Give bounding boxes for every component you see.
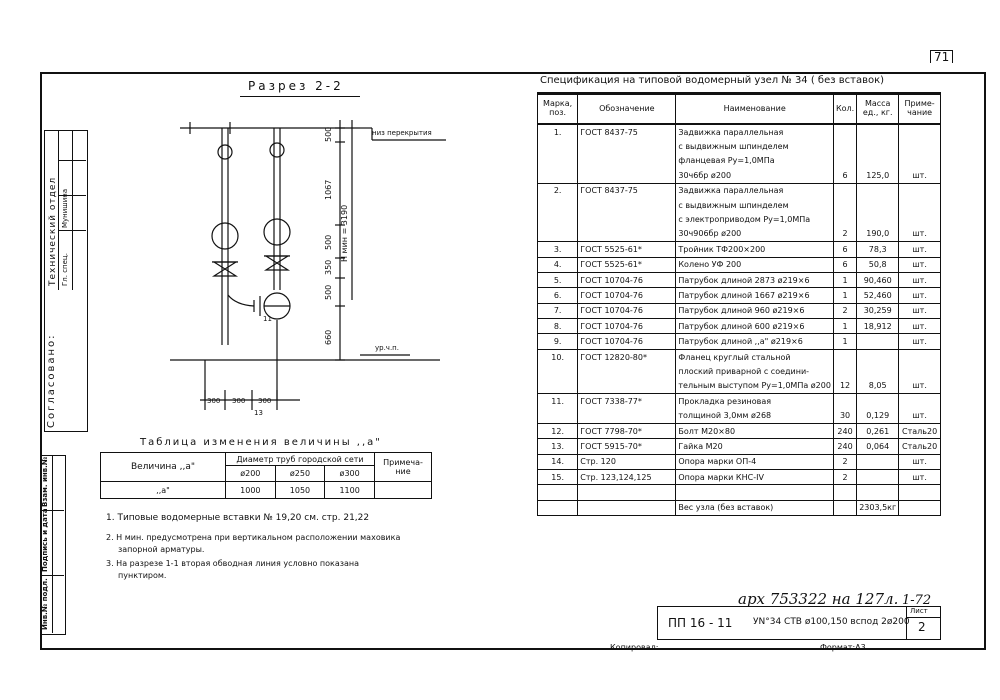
spec-cell-designation (578, 212, 676, 226)
spec-cell-mass (857, 349, 899, 364)
spec-cell-pos (538, 364, 578, 378)
spec-cell-mass (857, 454, 899, 469)
spec-cell-pos: 1. (538, 124, 578, 139)
note-3-cont: пунктиром. (118, 571, 167, 580)
spec-cell-pos (538, 500, 578, 515)
table-a-value-250: 1050 (275, 482, 325, 499)
spec-cell-pos: 4. (538, 257, 578, 272)
spec-cell-note: шт. (899, 408, 941, 423)
spec-cell-note (899, 485, 941, 500)
mark-11: 11 (263, 315, 272, 323)
dim-500-top: 500 (324, 126, 333, 142)
spec-cell-note: шт. (899, 469, 941, 484)
spec-cell-mass: 90,460 (857, 272, 899, 287)
spec-cell-mass (857, 139, 899, 153)
spec-cell-qty (833, 394, 856, 409)
valve-1 (214, 262, 236, 276)
spec-row (538, 168, 941, 183)
spec-cell-name: с выдвижным шпинделем (676, 139, 834, 153)
spec-cell-mass (857, 394, 899, 409)
spec-cell-pos: 10. (538, 349, 578, 364)
spec-cell-designation (578, 198, 676, 212)
spec-cell-note: шт. (899, 168, 941, 183)
spec-header-qty: Кол. (833, 95, 856, 125)
spec-cell-designation: ГОСТ 10704-76 (578, 319, 676, 334)
spec-cell-mass (857, 198, 899, 212)
mark-13: 13 (254, 409, 263, 417)
spec-cell-designation: ГОСТ 8437-75 (578, 124, 676, 139)
spec-cell-pos: 6. (538, 288, 578, 303)
spec-cell-note (899, 394, 941, 409)
spec-cell-designation: ГОСТ 10704-76 (578, 334, 676, 349)
dim-500-mid: 500 (324, 234, 333, 250)
spec-cell-qty: 1 (833, 272, 856, 287)
spec-cell-pos: 13. (538, 439, 578, 454)
spec-row (538, 454, 941, 469)
department-label: Технический отдел (48, 176, 58, 286)
dim-1067: 1067 (324, 179, 333, 200)
dim-660: 660 (324, 329, 333, 345)
spec-row (538, 242, 941, 257)
spec-row (538, 500, 941, 515)
archive-note: арх 753322 на 127л. (738, 590, 899, 608)
spec-row (538, 272, 941, 287)
note-2: 2. Н мин. предусмотрена при вертикальном расположении маховика (106, 533, 401, 542)
spec-cell-qty: 1 (833, 334, 856, 349)
spec-cell-mass (857, 485, 899, 500)
stamp-col-sign: Подпись и дата (41, 508, 49, 572)
dim-300-c: 300 (258, 397, 272, 405)
spec-cell-mass: 0,261 (857, 423, 899, 438)
spec-cell-name: Тройник ТФ200×200 (676, 242, 834, 257)
spec-cell-designation (578, 154, 676, 168)
spec-cell-note (899, 212, 941, 226)
spec-cell-mass: 125,0 (857, 168, 899, 183)
dim-350: 350 (324, 259, 333, 275)
table-a-quantity-header: Величина ,,а" (101, 453, 226, 482)
table-a-diam-300: ø300 (325, 466, 375, 482)
spec-cell-qty (833, 139, 856, 153)
spec-cell-qty: 2 (833, 303, 856, 318)
spec-cell-name: 30ч6бр ø200 (676, 168, 834, 183)
title-desc: УN°34 СТВ ø100,150 вспод 2ø200 (753, 617, 910, 627)
spec-cell-note (899, 154, 941, 168)
spec-cell-name: Патрубок длиной 960 ø219×6 (676, 303, 834, 318)
spec-cell-designation (578, 227, 676, 242)
spec-cell-note (899, 139, 941, 153)
spec-cell-name: Фланец круглый стальной (676, 349, 834, 364)
table-a-value-300: 1100 (325, 482, 375, 499)
spec-cell-name: плоский приварной с соедини- (676, 364, 834, 378)
spec-cell-note: Сталь20 (899, 423, 941, 438)
note-3: 3. На разрезе 1-1 вторая обводная линия условно показана (106, 559, 360, 568)
spec-cell-note: шт. (899, 227, 941, 242)
page-number: 71 (930, 50, 953, 63)
spec-cell-designation: ГОСТ 5525-61* (578, 242, 676, 257)
spec-row (538, 227, 941, 242)
spec-cell-name: Прокладка резиновая (676, 394, 834, 409)
spec-cell-qty: 1 (833, 288, 856, 303)
spec-cell-mass: 0,064 (857, 439, 899, 454)
spec-cell-name (676, 485, 834, 500)
spec-header-mass: Масса ед., кг. (857, 95, 899, 125)
spec-cell-pos: 3. (538, 242, 578, 257)
dim-500-low: 500 (324, 284, 333, 300)
spec-header-note: Приме- чание (899, 95, 941, 125)
spec-cell-note: шт. (899, 303, 941, 318)
spec-cell-qty (833, 212, 856, 226)
spec-cell-qty (833, 154, 856, 168)
spec-cell-qty: 2 (833, 469, 856, 484)
spec-cell-note: шт. (899, 379, 941, 394)
spec-row (538, 423, 941, 438)
gauge-2 (270, 143, 284, 157)
spec-cell-qty: 1 (833, 319, 856, 334)
spec-title: Спецификация на типовой водомерный узел № 34 ( без вставок) (540, 75, 885, 86)
label-floor: низ перекрытия (372, 129, 432, 137)
spec-cell-pos: 9. (538, 334, 578, 349)
spec-cell-name: Патрубок длиной 1667 ø219×6 (676, 288, 834, 303)
gauge-1 (218, 145, 232, 159)
spec-cell-qty: 6 (833, 257, 856, 272)
spec-cell-designation: ГОСТ 10704-76 (578, 288, 676, 303)
role-label: Гл. спец. (61, 253, 69, 286)
spec-row (538, 319, 941, 334)
spec-cell-name: Патрубок длиной 600 ø219×6 (676, 319, 834, 334)
spec-cell-name: 30ч906бр ø200 (676, 227, 834, 242)
spec-cell-pos (538, 227, 578, 242)
table-a-note-header: Примеча- ние (375, 453, 432, 482)
label-ground: ур.ч.п. (375, 344, 399, 352)
stamp-col-inv: Инв.№ подл. (41, 578, 49, 630)
spec-cell-designation: ГОСТ 12820-80* (578, 349, 676, 364)
spec-cell-pos: 15. (538, 469, 578, 484)
spec-row (538, 198, 941, 212)
spec-cell-pos: 5. (538, 272, 578, 287)
spec-cell-name: Патрубок длиной ,,а" ø219×6 (676, 334, 834, 349)
spec-cell-qty: 2 (833, 454, 856, 469)
spec-cell-qty: 30 (833, 408, 856, 423)
spec-cell-pos: 8. (538, 319, 578, 334)
spec-row (538, 139, 941, 153)
title-block (657, 606, 941, 640)
spec-cell-note: шт. (899, 242, 941, 257)
spec-cell-designation: Стр. 120 (578, 454, 676, 469)
spec-cell-designation: ГОСТ 5915-70* (578, 439, 676, 454)
spec-row (538, 124, 941, 139)
spec-cell-name: толщиной 3,0мм ø268 (676, 408, 834, 423)
spec-cell-designation: ГОСТ 5525-61* (578, 257, 676, 272)
signer-name: Мунишина (61, 188, 69, 228)
spec-cell-name: фланцевая Ру=1,0МПа (676, 154, 834, 168)
spec-cell-mass (857, 124, 899, 139)
table-a-row-label: ,,а" (101, 482, 226, 499)
spec-cell-note: шт. (899, 257, 941, 272)
meter-2 (264, 219, 290, 245)
spec-cell-qty (833, 183, 856, 198)
spec-row (538, 212, 941, 226)
spec-cell-mass (857, 212, 899, 226)
spec-cell-designation (578, 168, 676, 183)
spec-cell-name: тельным выступом Ру=1,0МПа ø200 (676, 379, 834, 394)
spec-row (538, 379, 941, 394)
spec-cell-name: Колено УФ 200 (676, 257, 834, 272)
spec-cell-designation (578, 379, 676, 394)
spec-cell-note: шт. (899, 334, 941, 349)
spec-row (538, 183, 941, 198)
spec-cell-mass: 8,05 (857, 379, 899, 394)
spec-cell-pos: 12. (538, 423, 578, 438)
spec-cell-mass: 18,912 (857, 319, 899, 334)
spec-cell-pos: 7. (538, 303, 578, 318)
spec-cell-mass: 190,0 (857, 227, 899, 242)
spec-cell-mass (857, 154, 899, 168)
spec-cell-mass: 2303,5кг (857, 500, 899, 515)
spec-row (538, 408, 941, 423)
spec-cell-pos (538, 485, 578, 500)
spec-cell-mass: 52,460 (857, 288, 899, 303)
spec-cell-qty: 2 (833, 227, 856, 242)
format-label: Формат:А3 (820, 643, 866, 652)
spec-row (538, 364, 941, 378)
spec-cell-designation (578, 485, 676, 500)
spec-table (537, 94, 941, 516)
spec-cell-qty: 6 (833, 242, 856, 257)
agreed-label: Согласовано: (46, 333, 57, 428)
spec-cell-qty: 6 (833, 168, 856, 183)
spec-row (538, 469, 941, 484)
spec-cell-note: Сталь20 (899, 439, 941, 454)
spec-row (538, 154, 941, 168)
dim-300-a: 300 (207, 397, 221, 405)
spec-cell-pos (538, 168, 578, 183)
table-a (100, 452, 432, 499)
spec-cell-designation (578, 500, 676, 515)
spec-cell-pos (538, 212, 578, 226)
sheet-label: Лист (910, 607, 928, 615)
spec-cell-name: Опора марки ОП-4 (676, 454, 834, 469)
section-title: Разрез 2-2 (248, 79, 344, 93)
spec-cell-mass (857, 183, 899, 198)
spec-cell-note (899, 183, 941, 198)
spec-cell-name: Болт М20×80 (676, 423, 834, 438)
spec-cell-name: Вес узла (без вставок) (676, 500, 834, 515)
spec-cell-name: с выдвижным шпинделем (676, 198, 834, 212)
spec-cell-name: Задвижка параллельная (676, 124, 834, 139)
spec-cell-name: Задвижка параллельная (676, 183, 834, 198)
spec-cell-designation: ГОСТ 10704-76 (578, 272, 676, 287)
spec-cell-designation: ГОСТ 10704-76 (578, 303, 676, 318)
note-1: 1. Типовые водомерные вставки № 19,20 см. стр. 21,22 (106, 513, 370, 523)
spec-cell-note: шт. (899, 454, 941, 469)
spec-cell-qty (833, 349, 856, 364)
spec-header-row (538, 95, 941, 125)
table-a-value-200: 1000 (226, 482, 276, 499)
spec-cell-note (899, 124, 941, 139)
spec-cell-note (899, 364, 941, 378)
spec-cell-designation: ГОСТ 8437-75 (578, 183, 676, 198)
spec-cell-pos (538, 198, 578, 212)
note-2-cont: запорной арматуры. (118, 545, 205, 554)
spec-cell-qty (833, 485, 856, 500)
spec-cell-mass (857, 469, 899, 484)
spec-cell-designation: ГОСТ 7338-77* (578, 394, 676, 409)
spec-cell-pos: 11. (538, 394, 578, 409)
meter-1 (212, 223, 238, 249)
spec-cell-note: шт. (899, 319, 941, 334)
spec-cell-qty: 240 (833, 439, 856, 454)
table-a-note-cell (375, 482, 432, 499)
table-a-diam-200: ø200 (226, 466, 276, 482)
spec-row (538, 257, 941, 272)
stamp-col-replace: Взам. инв.№ (41, 456, 49, 507)
spec-cell-qty (833, 198, 856, 212)
dim-300-b: 300 (232, 397, 246, 405)
spec-cell-qty: 240 (833, 423, 856, 438)
spec-row (538, 303, 941, 318)
table-a-diam-header: Диаметр труб городской сети (226, 453, 375, 466)
spec-cell-mass: 78,3 (857, 242, 899, 257)
spec-cell-mass (857, 334, 899, 349)
spec-row (538, 394, 941, 409)
spec-cell-note (899, 500, 941, 515)
spec-row (538, 288, 941, 303)
spec-header-name: Наименование (676, 95, 834, 125)
spec-cell-mass: 0,129 (857, 408, 899, 423)
spec-cell-name: Опора марки КНС-IV (676, 469, 834, 484)
spec-cell-pos (538, 408, 578, 423)
spec-cell-pos: 14. (538, 454, 578, 469)
spec-header-pos: Марка, поз. (538, 95, 578, 125)
spec-cell-pos (538, 154, 578, 168)
table-a-diam-250: ø250 (275, 466, 325, 482)
spec-cell-note (899, 198, 941, 212)
spec-row (538, 349, 941, 364)
spec-row (538, 439, 941, 454)
spec-cell-name: Патрубок длиной 2873 ø219×6 (676, 272, 834, 287)
table-a-title: Таблица изменения величины ,,а" (140, 437, 382, 448)
spec-cell-name: Гайка М20 (676, 439, 834, 454)
spec-cell-pos: 2. (538, 183, 578, 198)
title-code: ПП 16 - 11 (668, 616, 733, 630)
spec-row (538, 485, 941, 500)
spec-header-designation: Обозначение (578, 95, 676, 125)
spec-cell-mass: 50,8 (857, 257, 899, 272)
spec-cell-mass: 30,259 (857, 303, 899, 318)
spec-cell-designation: Стр. 123,124,125 (578, 469, 676, 484)
spec-cell-note (899, 349, 941, 364)
sheet-ref-note: 1-72 (902, 593, 932, 608)
spec-cell-designation (578, 139, 676, 153)
copied-label: Копировал: (610, 643, 659, 652)
spec-cell-pos (538, 379, 578, 394)
spec-cell-designation (578, 408, 676, 423)
spec-cell-designation (578, 364, 676, 378)
valve-2 (266, 256, 288, 270)
sheet-number: 2 (918, 620, 926, 634)
spec-cell-qty (833, 500, 856, 515)
spec-cell-note: шт. (899, 288, 941, 303)
spec-cell-qty (833, 364, 856, 378)
spec-cell-mass (857, 364, 899, 378)
spec-row (538, 334, 941, 349)
spec-cell-name: с электроприводом Ру=1,0МПа (676, 212, 834, 226)
dim-hmin: Н мин = 3190 (340, 204, 349, 262)
spec-cell-note: шт. (899, 272, 941, 287)
spec-cell-pos (538, 139, 578, 153)
spec-cell-qty: 12 (833, 379, 856, 394)
spec-cell-designation: ГОСТ 7798-70* (578, 423, 676, 438)
spec-cell-qty (833, 124, 856, 139)
